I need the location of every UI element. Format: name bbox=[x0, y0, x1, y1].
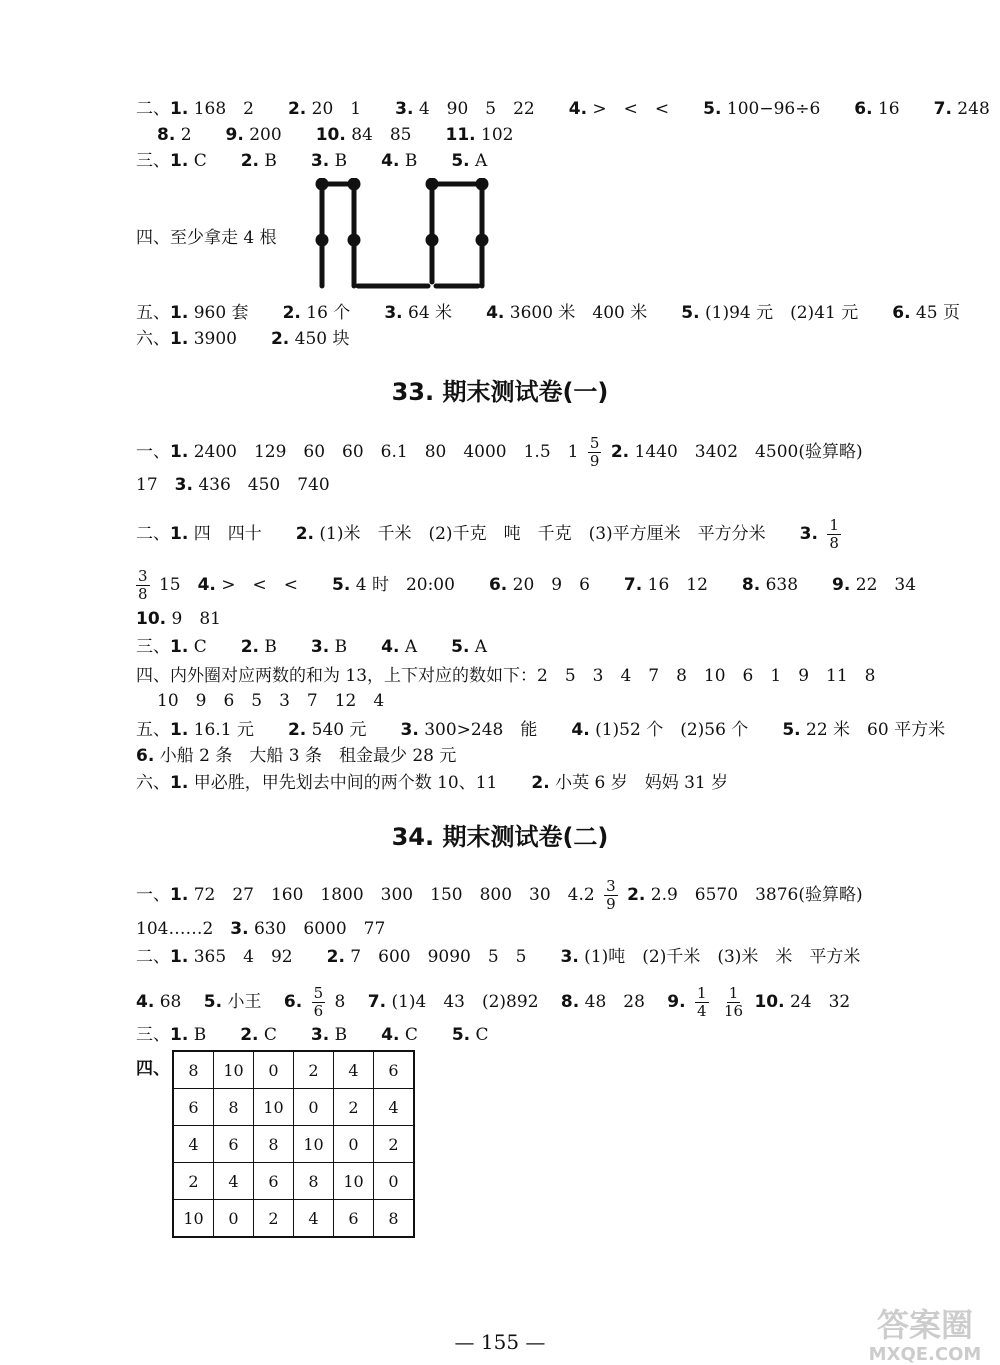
item-number: 1. bbox=[170, 773, 189, 793]
t33-s5-l1 bbox=[170, 720, 945, 740]
answer-item bbox=[681, 303, 858, 323]
grid-cell: 4 bbox=[294, 1200, 334, 1238]
grid-row bbox=[173, 1163, 414, 1200]
answer-item bbox=[136, 746, 456, 766]
answer-item bbox=[381, 151, 417, 171]
grid-cell: 4 bbox=[334, 1051, 374, 1089]
answer-item bbox=[170, 99, 254, 119]
answer-item bbox=[327, 947, 527, 967]
item-answer: 3900 bbox=[188, 329, 237, 349]
answer-item bbox=[384, 303, 452, 323]
grid-cell: 10 bbox=[294, 1126, 334, 1163]
item-answer: 540 元 bbox=[306, 720, 367, 740]
t33-s2-line3 bbox=[136, 608, 221, 630]
item-number: 4. bbox=[381, 151, 400, 171]
number-grid bbox=[172, 1050, 415, 1238]
item-answer: (1)吨 (2)千米 (3)米 米 平方米 bbox=[578, 947, 861, 967]
answer-item bbox=[395, 99, 535, 119]
item-number: 8. bbox=[741, 575, 761, 595]
item-answer: A bbox=[399, 637, 418, 657]
answer-item bbox=[854, 99, 899, 119]
item-answer: 960 套 bbox=[188, 303, 249, 323]
item-number: 3. bbox=[310, 637, 330, 657]
item-answer: 甲必胜，甲先划去中间的两个数 10、11 bbox=[188, 773, 498, 793]
t34-s3-items bbox=[170, 1025, 489, 1045]
item-answer: 2 bbox=[175, 125, 192, 145]
item-number: 3. bbox=[799, 524, 818, 544]
item-number: 5. bbox=[332, 575, 351, 595]
grid-cell: 0 bbox=[254, 1051, 294, 1089]
item-number: 1. bbox=[170, 1025, 189, 1045]
item-number: 10. bbox=[315, 125, 346, 145]
item-number: 5. bbox=[451, 1025, 471, 1045]
item-number: 1. bbox=[170, 329, 189, 349]
grid-row bbox=[173, 1126, 414, 1163]
grid-cell: 6 bbox=[173, 1089, 214, 1126]
page-number: — 155 — bbox=[454, 1330, 546, 1354]
item-number: 5. bbox=[681, 303, 700, 323]
answer-item bbox=[226, 125, 282, 145]
prev-sec5-items bbox=[170, 303, 960, 323]
t33-s1-line2: 17 3. 436 450 740 bbox=[136, 475, 330, 495]
answer-item bbox=[240, 1025, 277, 1045]
item-number: 2. bbox=[240, 1025, 259, 1045]
grid-cell: 8 bbox=[294, 1163, 334, 1200]
t33-s6-line: 六、1. 甲必胜，甲先划去中间的两个数 10、11 2. 小英 6 岁 妈妈 31 岁 bbox=[136, 773, 729, 793]
answer-item bbox=[170, 524, 262, 544]
item-answer: 45 页 bbox=[910, 303, 960, 323]
answer-item bbox=[241, 637, 277, 657]
answer-item bbox=[892, 303, 960, 323]
item-answer: 小英 6 岁 妈妈 31 岁 bbox=[549, 773, 729, 793]
t33-s5-l2 bbox=[136, 746, 456, 766]
answer-item bbox=[316, 125, 412, 145]
grid-cell: 0 bbox=[214, 1200, 254, 1238]
item-answer: 22 34 bbox=[850, 575, 917, 595]
item-answer: 168 2 bbox=[188, 99, 254, 119]
matchstick-figure bbox=[310, 178, 490, 298]
grid-cell: 4 bbox=[214, 1163, 254, 1200]
item-answer: A bbox=[469, 151, 488, 171]
prev-sec3-line: 三、1. C 2. B 3. B 4. B 5. A bbox=[136, 151, 488, 171]
answer-item bbox=[624, 575, 708, 595]
item-number: 4. bbox=[486, 303, 505, 323]
t33-s6-items bbox=[170, 773, 728, 793]
watermark-logo bbox=[850, 1300, 1000, 1365]
item-number: 1. bbox=[170, 303, 189, 323]
item-answer: 16 个 bbox=[300, 303, 351, 323]
prev-sec2-line2 bbox=[157, 124, 513, 146]
item-number: 4. bbox=[571, 720, 590, 740]
prev-sec2-l2 bbox=[157, 125, 513, 145]
item-answer: (1)米 千米 (2)千克 吨 千克 (3)平方厘米 平方分米 bbox=[314, 524, 766, 544]
answer-item bbox=[296, 524, 766, 544]
item-number: 2. bbox=[270, 329, 290, 349]
grid-cell: 8 bbox=[173, 1051, 214, 1089]
grid-cell: 10 bbox=[254, 1089, 294, 1126]
item-number: 7. bbox=[623, 575, 643, 595]
item-number: 2. bbox=[240, 151, 260, 171]
item-answer: 102 bbox=[475, 125, 514, 145]
answer-item bbox=[451, 637, 487, 657]
item-answer: 小船 2 条 大船 3 条 租金最少 28 元 bbox=[154, 746, 457, 766]
answer-item bbox=[451, 151, 487, 171]
grid-row bbox=[173, 1051, 414, 1089]
grid-cell: 10 bbox=[173, 1200, 214, 1238]
answer-item bbox=[401, 720, 538, 740]
t33-s3-items bbox=[170, 637, 487, 657]
grid-cell: 2 bbox=[254, 1200, 294, 1238]
fraction: $\frac{5}{6}$ bbox=[313, 984, 324, 1020]
answer-item bbox=[170, 151, 207, 171]
t33-s5-line1: 五、1. 16.1 元 2. 540 元 3. 300>248 能 4. (1)52 个 (2)56 个 5. 22 米 60 平方米 bbox=[136, 720, 946, 740]
item-number: 6. bbox=[892, 303, 911, 323]
item-number: 4. bbox=[568, 99, 588, 119]
item-number: 2. bbox=[287, 720, 307, 740]
answer-item bbox=[800, 524, 818, 544]
grid-cell: 4 bbox=[374, 1089, 415, 1126]
grid-cell: 10 bbox=[334, 1163, 374, 1200]
item-number: 6. bbox=[854, 99, 873, 119]
answer-item bbox=[742, 575, 798, 595]
item-answer: B bbox=[188, 1025, 207, 1045]
item-number: 1. bbox=[170, 151, 189, 171]
grid-cell: 6 bbox=[254, 1163, 294, 1200]
item-answer: B bbox=[399, 151, 418, 171]
answer-item bbox=[381, 1025, 418, 1045]
answer-item bbox=[136, 609, 221, 629]
t33-s1-line1: 一、1. 2400 129 60 60 6.1 80 4000 1.5 1 $\frac{5}{9}$ 2. 1440 3402 4500(验算略) bbox=[136, 434, 863, 470]
item-number: 2. bbox=[531, 773, 550, 793]
item-number: 1. bbox=[170, 99, 189, 119]
answer-item bbox=[489, 575, 590, 595]
item-number: 3. bbox=[384, 303, 403, 323]
item-answer: (1)52 个 (2)56 个 bbox=[589, 720, 749, 740]
prev-sec6-line: 六、1. 3900 2. 450 块 bbox=[136, 329, 350, 349]
answer-item bbox=[241, 151, 277, 171]
answer-item bbox=[170, 773, 497, 793]
grid-cell: 6 bbox=[334, 1200, 374, 1238]
answer-item bbox=[170, 947, 293, 967]
t34-s3-line: 三、1. B 2. C 3. B 4. C 5. C bbox=[136, 1025, 489, 1045]
prev-sec6-items bbox=[170, 329, 350, 349]
answer-item bbox=[271, 329, 350, 349]
item-number: 11. bbox=[445, 125, 476, 145]
t33-s2-l2 bbox=[198, 575, 916, 595]
answer-item bbox=[560, 947, 860, 967]
grid-row bbox=[173, 1200, 414, 1238]
answer-item bbox=[782, 720, 945, 740]
item-number: 3. bbox=[395, 99, 414, 119]
svg-text:MXQE.COM: MXQE.COM bbox=[868, 1344, 982, 1365]
t33-s3-line: 三、1. C 2. B 3. B 4. A 5. A bbox=[136, 637, 488, 657]
fraction: $\frac{1}{16}$ bbox=[723, 984, 744, 1020]
answer-item bbox=[332, 575, 455, 595]
answer-item bbox=[311, 151, 347, 171]
answer-item bbox=[170, 303, 249, 323]
prev-sec3-items bbox=[170, 151, 487, 171]
answer-item bbox=[157, 125, 192, 145]
answer-item bbox=[486, 303, 647, 323]
answer-item bbox=[170, 329, 237, 349]
item-number: 1. bbox=[170, 524, 189, 544]
item-number: 5. bbox=[451, 637, 470, 657]
item-answer: 84 85 bbox=[345, 125, 412, 145]
t33-s2-l1 bbox=[170, 524, 818, 544]
grid-cell: 0 bbox=[334, 1126, 374, 1163]
t33-s5-line2 bbox=[136, 745, 456, 767]
fraction: $\frac{1}{4}$ bbox=[697, 984, 707, 1020]
item-number: 6. bbox=[488, 575, 508, 595]
answer-item bbox=[569, 99, 669, 119]
item-answer: C bbox=[188, 637, 207, 657]
item-number: 2. bbox=[295, 524, 314, 544]
t34-s2-line2: 4. 68 5. 小王 6. $\frac{5}{6}$ 8 7. (1)4 43 (2)892 8. 48 28 9. $\frac{1}{4}$ $\frac{1}{16}$ 10. 24 32 bbox=[136, 984, 851, 1020]
item-number: 5. bbox=[782, 720, 801, 740]
item-answer: 450 块 bbox=[289, 329, 350, 349]
item-answer: 20 1 bbox=[306, 99, 362, 119]
answer-item bbox=[283, 303, 351, 323]
fraction: $\frac{3}{8}$ bbox=[138, 567, 148, 603]
item-number: 7. bbox=[933, 99, 952, 119]
grid-cell: 2 bbox=[294, 1051, 334, 1089]
answer-item bbox=[381, 637, 417, 657]
t33-s2-line2: $\frac{3}{8}$ 15 4. > < < 5. 4 时 20:00 6. 20 9 6 7. 16 12 8. 638 9. 22 34 bbox=[138, 567, 917, 603]
item-number: 2. bbox=[240, 637, 260, 657]
item-number: 5. bbox=[451, 151, 470, 171]
answer-item bbox=[934, 99, 990, 119]
answer-item bbox=[198, 575, 298, 595]
item-answer: B bbox=[259, 637, 277, 657]
t33-s4-line2: 10 9 6 5 3 7 12 4 bbox=[157, 691, 385, 711]
prev-sec2-l1 bbox=[170, 99, 990, 119]
grid-cell: 2 bbox=[374, 1126, 415, 1163]
item-number: 1. bbox=[170, 637, 189, 657]
t34-s2-l1 bbox=[170, 947, 860, 967]
answer-item bbox=[311, 637, 347, 657]
item-number: 4. bbox=[197, 575, 216, 595]
grid-cell: 2 bbox=[334, 1089, 374, 1126]
item-number: 6. bbox=[136, 746, 155, 766]
prev-sec2-line1: 二、1. 168 2 2. 20 1 3. 4 90 5 22 4. > < < 5. 100−96÷6 6. 16 7. 248 bbox=[136, 99, 990, 119]
t33-s4-line1: 四、内外圈对应两数的和为 13，上下对应的数如下：2 5 3 4 7 8 10 6 1 9 11 8 bbox=[136, 666, 876, 686]
section-title-34: 34. 期末测试卷(二) bbox=[391, 823, 609, 851]
svg-text:答案圈: 答案圈 bbox=[876, 1306, 974, 1344]
item-number: 1. bbox=[170, 720, 189, 740]
item-answer: A bbox=[469, 637, 488, 657]
item-answer: > < < bbox=[587, 99, 670, 119]
t34-s2-line1: 二、1. 365 4 92 2. 7 600 9090 5 5 3. (1)吨 (2)千米 (3)米 米 平方米 bbox=[136, 947, 861, 967]
item-number: 1. bbox=[170, 947, 189, 967]
item-number: 2. bbox=[282, 303, 301, 323]
prev-sec4-line: 四、至少拿走 4 根 bbox=[136, 228, 277, 248]
item-answer: 四 四十 bbox=[188, 524, 262, 544]
item-number: 4. bbox=[381, 1025, 400, 1045]
grid-cell: 6 bbox=[374, 1051, 415, 1089]
item-answer: (1)94 元 (2)41 元 bbox=[699, 303, 859, 323]
t33-s2-l3 bbox=[136, 609, 221, 629]
item-number: 5. bbox=[703, 99, 722, 119]
answer-item bbox=[170, 1025, 206, 1045]
grid-row bbox=[173, 1089, 414, 1126]
item-answer: 4 90 5 22 bbox=[413, 99, 535, 119]
grid-cell: 6 bbox=[214, 1126, 254, 1163]
item-answer: 300>248 能 bbox=[418, 720, 538, 740]
item-number: 3. bbox=[310, 1025, 330, 1045]
answer-item bbox=[531, 773, 728, 793]
item-answer: B bbox=[329, 151, 348, 171]
item-answer: 16 bbox=[872, 99, 900, 119]
item-answer: C bbox=[399, 1025, 418, 1045]
item-number: 8. bbox=[157, 125, 176, 145]
fraction: $\frac{3}{9}$ bbox=[606, 877, 616, 913]
item-answer: 365 4 92 bbox=[188, 947, 293, 967]
item-answer: 4 时 20:00 bbox=[350, 575, 455, 595]
answer-item bbox=[170, 720, 254, 740]
item-answer: 200 bbox=[243, 125, 282, 145]
answer-item bbox=[311, 1025, 347, 1045]
item-answer: 16 12 bbox=[642, 575, 708, 595]
t34-s1-line1: 一、1. 72 27 160 1800 300 150 800 30 4.2 $\frac{3}{9}$ 2. 2.9 6570 3876(验算略) bbox=[136, 877, 863, 913]
grid-cell: 2 bbox=[173, 1163, 214, 1200]
grid-cell: 8 bbox=[254, 1126, 294, 1163]
answer-item bbox=[288, 720, 367, 740]
fraction: $\frac{5}{9}$ bbox=[589, 434, 600, 470]
grid-cell: 4 bbox=[173, 1126, 214, 1163]
item-number: 2. bbox=[287, 99, 307, 119]
answer-item bbox=[445, 125, 513, 145]
item-number: 3. bbox=[400, 720, 419, 740]
grid-cell: 10 bbox=[214, 1051, 254, 1089]
answer-item bbox=[571, 720, 748, 740]
grid-cell: 8 bbox=[214, 1089, 254, 1126]
answer-item bbox=[703, 99, 820, 119]
item-answer: B bbox=[329, 637, 348, 657]
t33-s2-line1: 二、1. 四 四十 2. (1)米 千米 (2)千克 吨 千克 (3)平方厘米 平方分米 3. $\frac{1}{8}$ bbox=[136, 516, 839, 552]
item-number: 10. bbox=[136, 609, 167, 629]
item-number: 2. bbox=[326, 947, 345, 967]
item-answer: B bbox=[329, 1025, 348, 1045]
item-answer: C bbox=[188, 151, 207, 171]
item-answer: 20 9 6 bbox=[507, 575, 590, 595]
item-answer: C bbox=[258, 1025, 277, 1045]
item-answer: 100−96÷6 bbox=[721, 99, 821, 119]
item-answer: 64 米 bbox=[402, 303, 453, 323]
item-number: 3. bbox=[310, 151, 330, 171]
answer-item bbox=[452, 1025, 489, 1045]
item-answer: 638 bbox=[760, 575, 799, 595]
t34-s1-line2: 104……2 3. 630 6000 77 bbox=[136, 919, 386, 939]
answer-item bbox=[170, 637, 207, 657]
item-answer: 16.1 元 bbox=[188, 720, 254, 740]
item-number: 9. bbox=[832, 575, 851, 595]
item-number: 3. bbox=[560, 947, 579, 967]
item-answer: 9 81 bbox=[166, 609, 221, 629]
section-title-33: 33. 期末测试卷(一) bbox=[391, 378, 609, 406]
item-answer: 3600 米 400 米 bbox=[504, 303, 648, 323]
item-answer: C bbox=[470, 1025, 489, 1045]
item-answer: 7 600 9090 5 5 bbox=[344, 947, 527, 967]
item-answer: B bbox=[259, 151, 277, 171]
item-answer: 248 bbox=[951, 99, 990, 119]
item-answer: 22 米 60 平方米 bbox=[800, 720, 946, 740]
item-answer: > < < bbox=[215, 575, 299, 595]
grid-cell: 8 bbox=[374, 1200, 415, 1238]
grid-cell: 0 bbox=[374, 1163, 415, 1200]
answer-item bbox=[288, 99, 361, 119]
prev-sec5-line: 五、1. 960 套 2. 16 个 3. 64 米 4. 3600 米 400 米 5. (1)94 元 (2)41 元 6. 45 页 bbox=[136, 303, 960, 323]
item-number: 9. bbox=[225, 125, 244, 145]
grid-cell: 0 bbox=[294, 1089, 334, 1126]
item-number: 4. bbox=[381, 637, 400, 657]
answer-item bbox=[832, 575, 916, 595]
fraction: $\frac{1}{8}$ bbox=[829, 516, 839, 552]
t34-s4-label: 四、 bbox=[136, 1059, 170, 1079]
